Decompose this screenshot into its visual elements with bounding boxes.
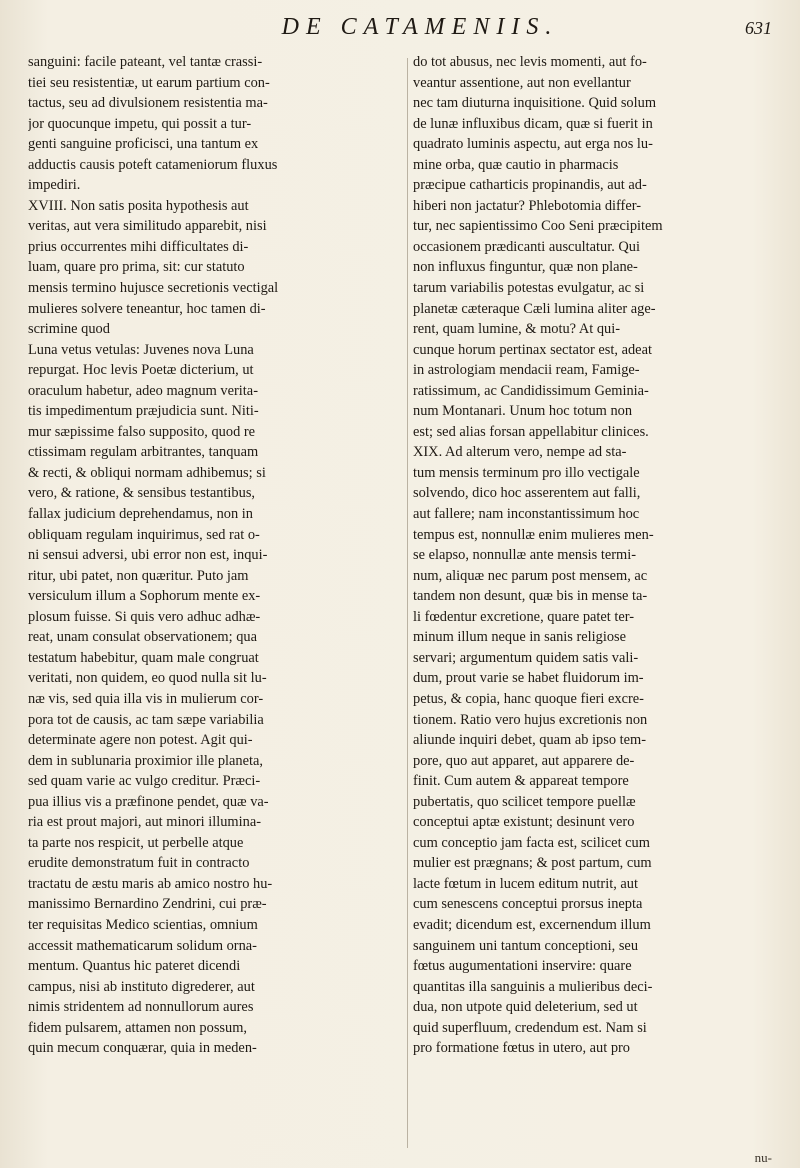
text-line: num, aliquæ nec parum post mensem, ac bbox=[413, 567, 648, 584]
text-line: genti sanguine proficisci, una tantum ex bbox=[28, 136, 259, 153]
text-line: minum illum neque in sanis religiose bbox=[413, 629, 627, 646]
text-line: veritas, aut vera similitudo apparebit, nisi bbox=[28, 218, 267, 235]
text-line: cum senescens conceptui prorsus inepta bbox=[413, 896, 643, 913]
text-line: ctissimam regulam arbitrantes, tanquam bbox=[28, 444, 259, 461]
text-line: occasionem prædicanti auscultatur. Qui bbox=[413, 238, 640, 255]
text-line: solvendo, dico hoc asserentem aut falli, bbox=[413, 485, 641, 502]
text-line: testatum habebitur, quam male congruat bbox=[28, 649, 259, 666]
text-line: tur, nec sapientissimo Coo Seni præcipitem bbox=[413, 218, 663, 235]
text-line: de lunæ influxibus dicam, quæ si fuerit in bbox=[413, 115, 653, 132]
text-line: do tot abusus, nec levis momenti, aut fo- bbox=[413, 54, 647, 70]
text-line: quid superfluum, credendum est. Nam si bbox=[413, 1019, 647, 1036]
text-line: obliquam regulam inquirimus, sed rat o- bbox=[28, 526, 260, 543]
text-line: hiberi non jactatur? Phlebotomia differ- bbox=[413, 197, 642, 214]
page-header bbox=[0, 12, 800, 46]
text-line: accessit mathematicarum solidum orna- bbox=[28, 937, 257, 954]
text-line: in astrologiam mendacii ream, Famige- bbox=[413, 362, 640, 379]
text-line: petus, & copia, hanc quoque fieri excre- bbox=[413, 690, 644, 707]
text-line: se elapso, nonnullæ ante mensis termi- bbox=[413, 547, 637, 564]
column-divider bbox=[407, 58, 408, 1148]
text-line: næ vis, sed quia illa vis in mulierum cor- bbox=[28, 690, 264, 707]
text-line: ria est prout majori, aut minori illumina- bbox=[28, 814, 261, 831]
text-line: tandem non desunt, quæ bis in mense ta- bbox=[413, 588, 648, 605]
text-line: tarum variabilis potestas evulgatur, ac si bbox=[413, 280, 645, 297]
text-line: ta parte nos respicit, ut perbelle atque bbox=[28, 834, 244, 851]
text-line: ni sensui adversi, ubi error non est, inqui- bbox=[28, 547, 268, 564]
text-line: plosum fuisse. Si quis vero adhuc adhæ- bbox=[28, 608, 261, 625]
text-line: dem in sublunaria proximior ille planeta, bbox=[28, 752, 263, 769]
text-line: finit. Cum autem & appareat tempore bbox=[413, 773, 629, 790]
text-line: li fœdentur excretione, quare patet ter- bbox=[413, 608, 635, 625]
right-text-column bbox=[413, 52, 795, 1059]
text-line: nec tam diuturna inquisitione. Quid solum bbox=[413, 95, 657, 112]
text-line: quin mecum conquærar, quia in meden- bbox=[28, 1040, 257, 1057]
left-text-column bbox=[28, 52, 404, 1059]
text-line: servari; argumentum quidem satis vali- bbox=[413, 649, 639, 666]
running-title: DE CATAMENIIS. bbox=[281, 14, 559, 40]
text-line: veritati, non quidem, eo quod nulla sit lu- bbox=[28, 670, 267, 687]
text-line: repurgat. Hoc levis Poetæ dicterium, ut bbox=[28, 362, 254, 379]
text-line: præcipue catharticis propinandis, aut ad- bbox=[413, 177, 647, 194]
text-line: fœtus augumentationi inservire: quare bbox=[413, 958, 632, 975]
text-line: dua, non utpote quid deleterium, sed ut bbox=[413, 999, 638, 1016]
text-line: pua illius vis a præfinone pendet, quæ va- bbox=[28, 793, 269, 810]
text-line: pore, quo aut apparet, aut apparere de- bbox=[413, 752, 635, 769]
text-line: mensis termino hujusce secretionis vectigal bbox=[28, 280, 279, 297]
text-line: cum conceptio jam facta est, scilicet cum bbox=[413, 834, 650, 851]
text-line: tis impedimentum præjudicia sunt. Niti- bbox=[28, 403, 259, 420]
text-line: sanguinem uni tantum conceptioni, seu bbox=[413, 937, 639, 954]
text-line: tiei seu resistentiæ, ut earum partium con- bbox=[28, 74, 270, 91]
text-line: ritur, ubi patet, non quæritur. Puto jam bbox=[28, 567, 249, 584]
text-line: & recti, & obliqui normam adhibemus; si bbox=[28, 464, 266, 481]
catchword: nu- bbox=[754, 1150, 772, 1165]
text-line: pro formatione fœtus in utero, aut pro bbox=[413, 1040, 631, 1057]
text-line: mentum. Quantus hic pateret dicendi bbox=[28, 958, 241, 975]
text-line: quadrato luminis aspectu, aut erga nos lu- bbox=[413, 136, 653, 153]
text-line: aut fallere; nam inconstantissimum hoc bbox=[413, 506, 640, 523]
text-line: tum mensis terminum pro illo vectigale bbox=[413, 464, 640, 481]
text-line: quantitas illa sanguinis a mulieribus deci- bbox=[413, 978, 653, 995]
text-line: impediri. bbox=[28, 177, 81, 194]
text-line: evadit; dicendum est, excernendum illum bbox=[413, 916, 651, 933]
text-line: tionem. Ratio vero hujus excretionis non bbox=[413, 711, 648, 728]
text-line: cunque horum pertinax sectator est, adeat bbox=[413, 341, 652, 358]
text-line: luam, quare pro prima, sit: cur statuto bbox=[28, 259, 245, 276]
text-line: lacte fœtum in lucem editum nutrit, aut bbox=[413, 875, 638, 892]
text-line: rent, quam lumine, & motu? At qui- bbox=[413, 321, 621, 338]
text-line: manissimo Bernardino Zendrini, cui præ- bbox=[28, 896, 267, 913]
text-line: tactus, seu ad divulsionem resistentia ma- bbox=[28, 95, 268, 112]
text-line: jor quocunque impetu, qui possit a tur- bbox=[28, 115, 252, 132]
text-line: mulier est prægnans; & post partum, cum bbox=[413, 855, 652, 872]
text-line: XIX. Ad alterum vero, nempe ad sta- bbox=[413, 444, 627, 461]
text-line: erudite demonstratum fuit in contracto bbox=[28, 855, 250, 872]
text-line: sanguini: facile pateant, vel tantæ crassi- bbox=[28, 54, 263, 70]
text-line: mur sæpissime falso supposito, quod re bbox=[28, 423, 256, 440]
text-line: prius occurrentes mihi difficultates di- bbox=[28, 238, 249, 255]
text-line: XVIII. Non satis posita hypothesis aut bbox=[28, 197, 249, 214]
text-line: ratissimum, ac Candidissimum Geminia- bbox=[413, 382, 649, 399]
text-line: fidem pulsarem, attamen non possum, bbox=[28, 1019, 248, 1036]
text-line: campus, nisi ab instituto digrederer, aut bbox=[28, 978, 255, 995]
page-number: 631 bbox=[745, 18, 772, 38]
text-line: dum, prout varie se habet fluidorum im- bbox=[413, 670, 644, 687]
text-line: planetæ cæteraque Cæli lumina aliter age- bbox=[413, 300, 656, 317]
text-line: tractatu de æstu maris ab amico nostro hu- bbox=[28, 875, 273, 892]
text-line: num Montanari. Unum hoc totum non bbox=[413, 403, 633, 420]
text-line: reat, unam consulat observationem; qua bbox=[28, 629, 257, 646]
text-line: sed quam varie ac vulgo creditur. Præci- bbox=[28, 773, 261, 790]
text-line: versiculum illum a Sophorum mente ex- bbox=[28, 588, 261, 605]
text-line: ter requisitas Medico scientias, omnium bbox=[28, 916, 258, 933]
text-line: aliunde inquiri debet, quam ab ipso tem- bbox=[413, 732, 646, 749]
text-line: vero, & ratione, & sensibus testantibus, bbox=[28, 485, 256, 502]
text-line: tempus est, nonnullæ enim mulieres men- bbox=[413, 526, 654, 543]
text-line: pubertatis, quo scilicet tempore puellæ bbox=[413, 793, 636, 810]
text-line: oraculum habetur, adeo magnum verita- bbox=[28, 382, 258, 399]
text-line: scrimine quod bbox=[28, 321, 110, 338]
text-line: pora tot de causis, ac tam sæpe variabilia bbox=[28, 711, 264, 728]
text-line: mine orba, quæ cautio in pharmacis bbox=[413, 156, 619, 173]
text-line: Luna vetus vetulas: Juvenes nova Luna bbox=[28, 341, 254, 358]
text-line: non influxus finguntur, quæ non plane- bbox=[413, 259, 638, 276]
text-line: determinate agere non potest. Agit qui- bbox=[28, 732, 253, 749]
text-line: veantur assentione, aut non evellantur bbox=[413, 74, 631, 91]
text-line: est; sed alias forsan appellabitur clinices. bbox=[413, 423, 649, 440]
text-line: adductis causis poteft catameniorum fluxus bbox=[28, 156, 278, 173]
text-line: mulieres solvere teneantur, hoc tamen di- bbox=[28, 300, 266, 317]
text-line: nimis stridentem ad nonnullorum aures bbox=[28, 999, 254, 1016]
text-line: conceptui aptæ existunt; desinunt vero bbox=[413, 814, 635, 831]
text-line: fallax judicium deprehendamus, non in bbox=[28, 506, 253, 523]
